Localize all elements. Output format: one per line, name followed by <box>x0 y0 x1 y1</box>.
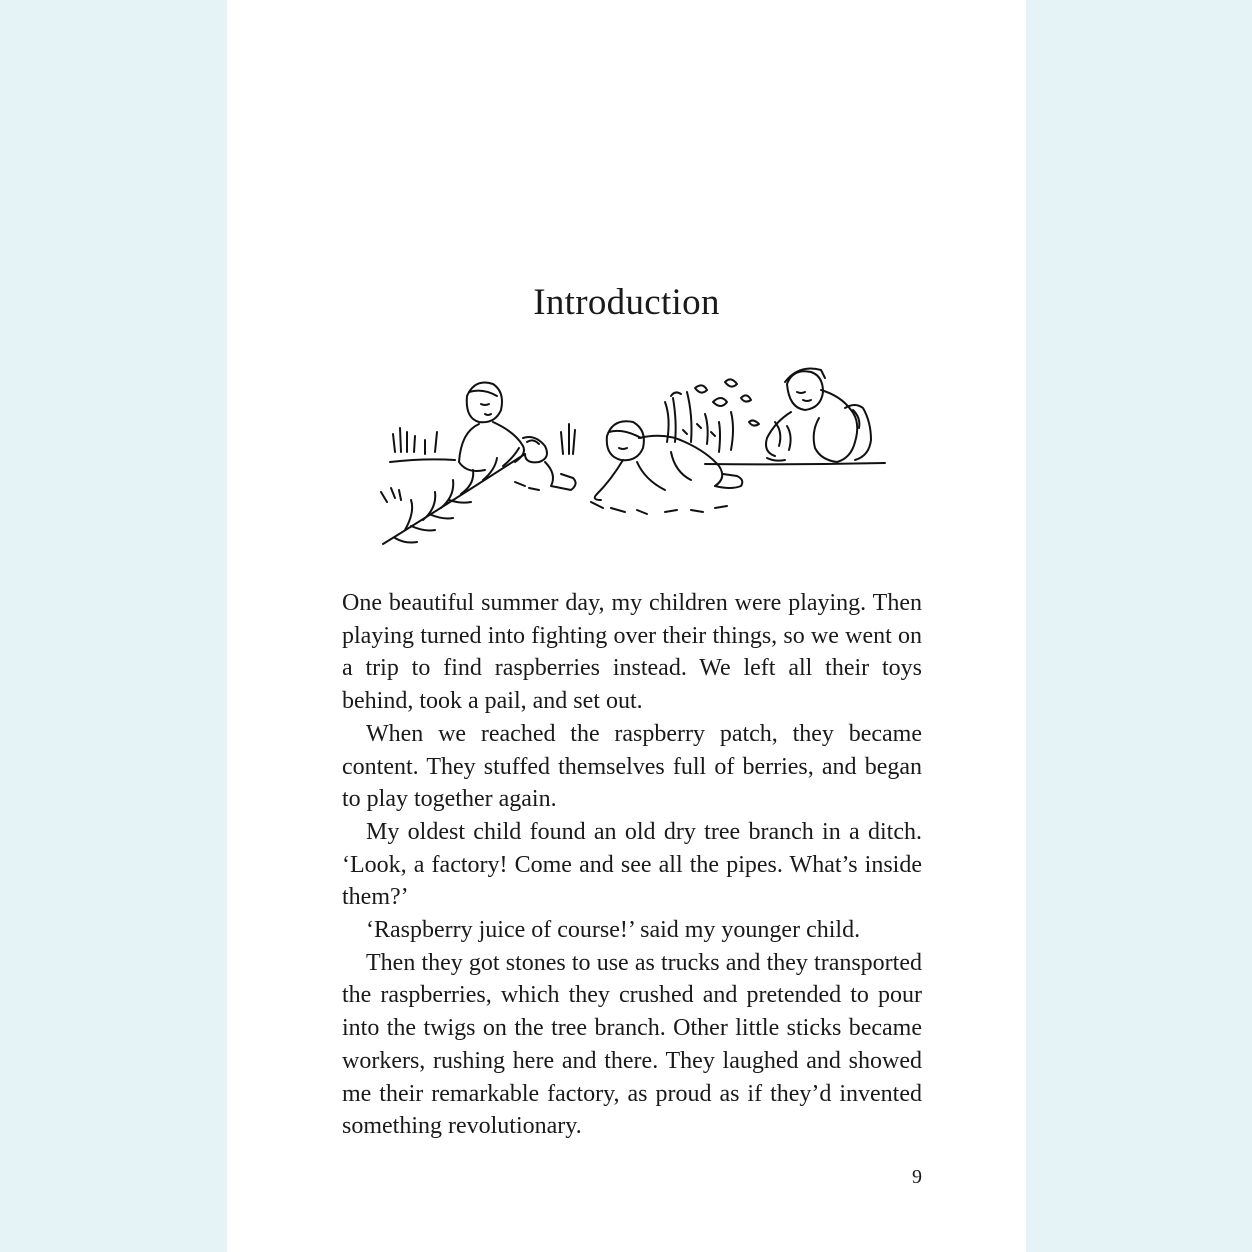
chapter-title: Introduction <box>533 282 720 323</box>
paragraph: ‘Raspberry juice of course!’ said my younger child. <box>366 917 861 944</box>
paragraph: My oldest child found an old dry tree branch in a ditch. ‘Look, a factory! Come and see all the pipes. What’s inside them?’ <box>342 818 922 911</box>
paragraph: Then they got stones to use as trucks and they transported the raspberries, which they crushed and pretended to pour into the twigs on the tree branch. Other little sticks became workers, rushing here and there. They laughed and showed me their remarkable factory, as proud as if they’d invented something revolutionary. <box>342 949 922 1140</box>
paragraph: When we reached the raspberry patch, they became content. They stuffed themselves full of berries, and began to play together again. <box>342 720 922 813</box>
paragraph: One beautiful summer day, my children were playing. Then playing turned into fighting over their things, so we went on a trip to find raspberries instead. We left all their toys behind, took a pail, and set out. <box>342 590 922 715</box>
page-number: 9 <box>912 1166 922 1188</box>
book-page <box>227 0 1026 1252</box>
body-text <box>342 587 922 1143</box>
children-playing-illustration <box>375 362 887 554</box>
